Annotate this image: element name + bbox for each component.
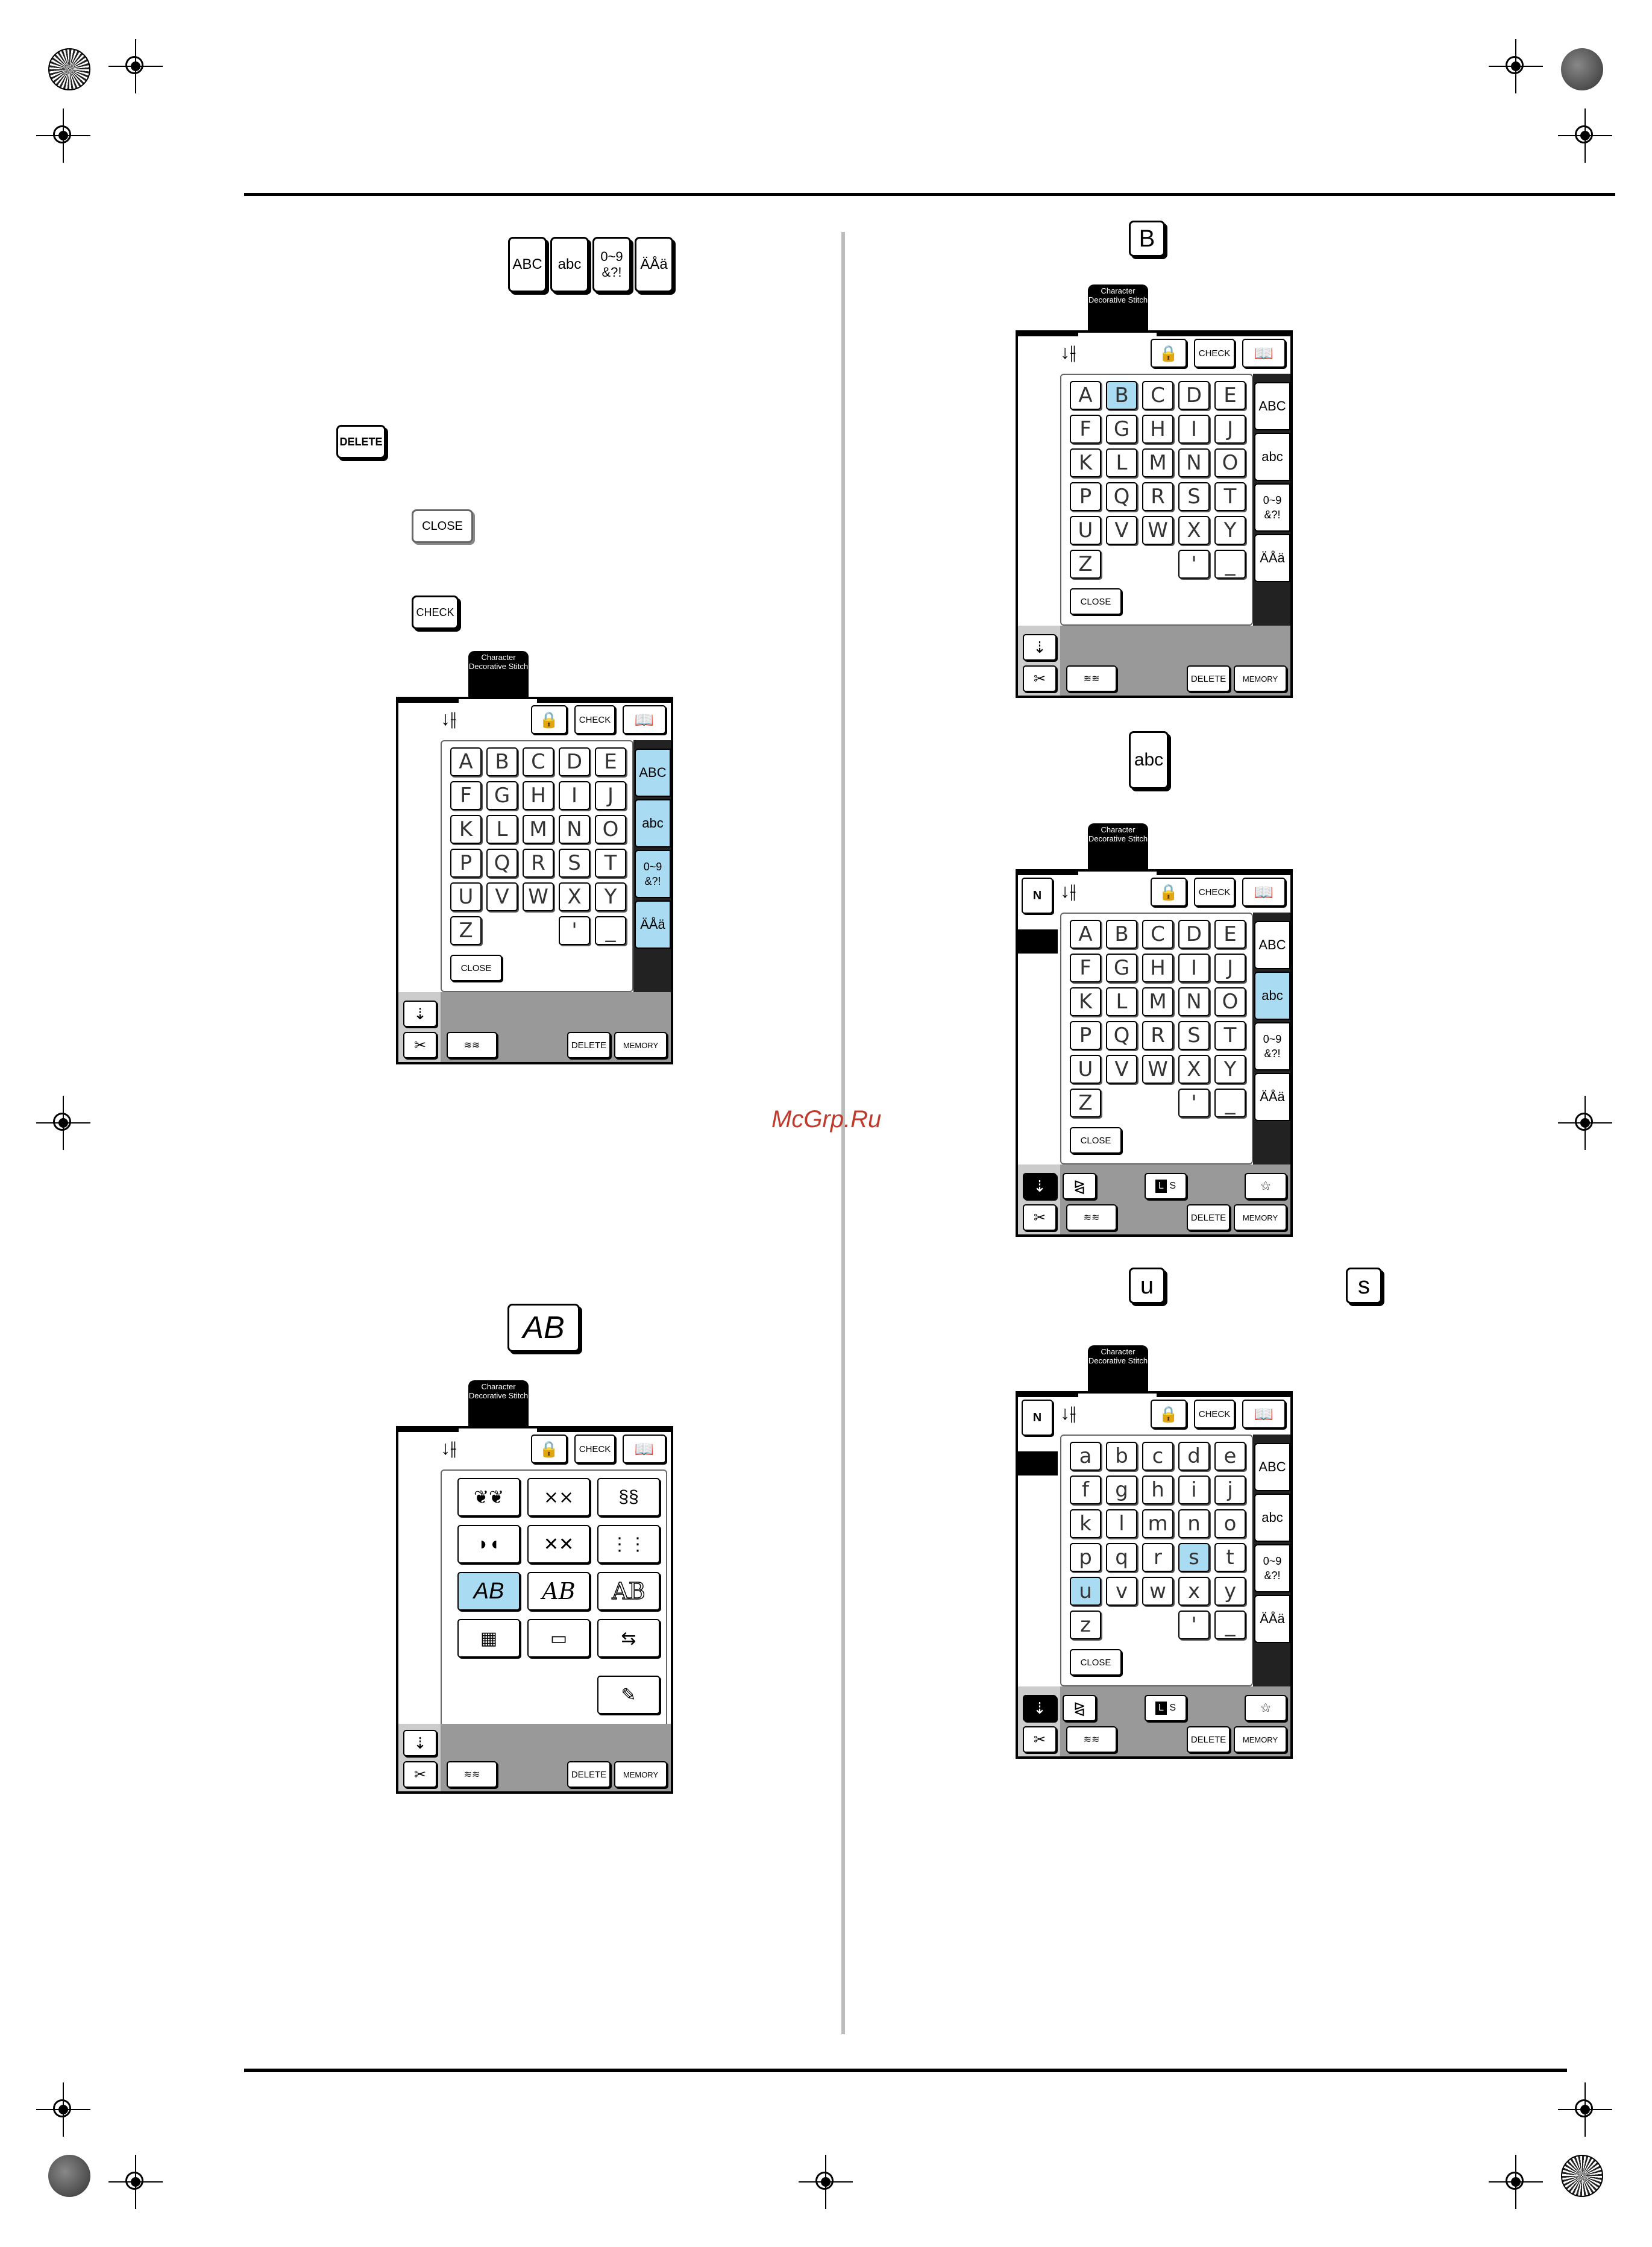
- needle-icon: ↓⫲: [441, 1437, 457, 1459]
- pattern-combination[interactable]: ▦: [457, 1619, 520, 1658]
- letter-key[interactable]: M: [1142, 987, 1173, 1016]
- letter-key[interactable]: W: [1142, 516, 1173, 545]
- letter-key[interactable]: T: [595, 849, 626, 878]
- b-key[interactable]: B: [1129, 221, 1165, 257]
- letter-key[interactable]: n: [1178, 1509, 1210, 1538]
- letter-key[interactable]: i: [1178, 1475, 1210, 1504]
- letter-key[interactable]: P: [1070, 1021, 1101, 1050]
- lcd-screen-5: [1016, 1391, 1293, 1759]
- letter-key[interactable]: N: [1178, 448, 1210, 477]
- presser-foot-button[interactable]: ⇣: [403, 1730, 437, 1756]
- scissors-button[interactable]: [1023, 665, 1057, 692]
- letter-key-selected[interactable]: u: [1070, 1577, 1101, 1606]
- letter-key[interactable]: y: [1214, 1577, 1246, 1606]
- abc-lower-key[interactable]: abc: [1129, 731, 1169, 789]
- crosshair-mark: [36, 2082, 90, 2137]
- letter-key[interactable]: F: [1070, 954, 1101, 982]
- check-button[interactable]: CHECK: [1194, 1400, 1235, 1428]
- pattern-pocket[interactable]: ▭: [527, 1619, 590, 1658]
- letter-key[interactable]: N: [1178, 987, 1210, 1016]
- delete-button[interactable]: DELETE: [1187, 665, 1230, 692]
- pattern-preview-strip: [1018, 929, 1058, 954]
- letter-key[interactable]: R: [1142, 482, 1173, 511]
- presser-foot-button[interactable]: ⇣: [1023, 634, 1057, 661]
- lock-icon: 🔒: [539, 1439, 559, 1458]
- scissors-icon: ✂: [1033, 1731, 1046, 1748]
- letter-key[interactable]: S: [559, 849, 590, 878]
- letter-key[interactable]: c: [1142, 1442, 1173, 1471]
- letter-key[interactable]: I: [559, 781, 590, 810]
- registration-disc-bottom-left: [48, 2155, 90, 2197]
- delete-key[interactable]: DELETE: [336, 425, 386, 459]
- letter-key[interactable]: Y: [595, 882, 626, 911]
- letter-key[interactable]: U: [1070, 516, 1101, 545]
- apostrophe-key[interactable]: ': [1178, 550, 1210, 579]
- close-button[interactable]: CLOSE: [450, 955, 502, 981]
- crosshair-mark: [108, 2155, 163, 2209]
- letter-key[interactable]: B: [486, 747, 518, 776]
- pattern-ab-outline[interactable]: AB: [597, 1572, 660, 1611]
- stitch-settings-button[interactable]: ≋≋: [447, 1761, 497, 1788]
- crosshair-mark: [36, 108, 90, 163]
- lock-icon: 🔒: [1158, 344, 1179, 362]
- scissors-icon: ✂: [1033, 1209, 1046, 1226]
- lock-button[interactable]: [531, 705, 567, 734]
- pattern-preview-strip: [1018, 1451, 1058, 1475]
- letter-key[interactable]: O: [595, 815, 626, 844]
- scissors-button[interactable]: [403, 1761, 437, 1788]
- letter-key[interactable]: j: [1214, 1475, 1246, 1504]
- letter-key[interactable]: H: [523, 781, 554, 810]
- letter-key[interactable]: E: [595, 747, 626, 776]
- letter-key[interactable]: z: [1070, 1611, 1101, 1639]
- screen-tab-label: Character Decorative Stitch: [1088, 1345, 1148, 1391]
- delete-button[interactable]: DELETE: [567, 1032, 611, 1058]
- watermark: McGrp.Ru: [771, 1106, 882, 1133]
- side-tab-numbers[interactable]: 0~9 &?!: [1254, 1544, 1290, 1592]
- crosshair-mark: [36, 1096, 90, 1150]
- side-tab-numbers[interactable]: 0~9 &?!: [1254, 1022, 1290, 1070]
- letter-key[interactable]: w: [1142, 1577, 1173, 1606]
- underscore-key[interactable]: _: [1214, 550, 1246, 579]
- mirror-button[interactable]: ⧎: [1063, 1695, 1096, 1721]
- side-tab-accents[interactable]: ÄÅä: [1254, 1595, 1290, 1643]
- char-set-key-accents[interactable]: ÄÅä: [635, 237, 673, 292]
- side-tab-upper[interactable]: ABC: [1254, 921, 1290, 969]
- manual-button[interactable]: [1242, 1400, 1286, 1428]
- pattern-usb[interactable]: ⇆: [597, 1619, 660, 1658]
- underscore-key[interactable]: _: [1214, 1611, 1246, 1639]
- screen-tab-label: Character Decorative Stitch: [1088, 284, 1148, 330]
- letter-key[interactable]: J: [595, 781, 626, 810]
- letter-key[interactable]: C: [1142, 381, 1173, 410]
- needle-icon: ↓⫲: [1060, 1402, 1076, 1424]
- memory-button[interactable]: MEMORY: [1234, 1204, 1287, 1231]
- letter-key[interactable]: F: [450, 781, 482, 810]
- lock-icon: 🔒: [1158, 882, 1179, 901]
- apostrophe-key[interactable]: ': [559, 916, 590, 945]
- close-button[interactable]: CLOSE: [1070, 1127, 1122, 1154]
- pattern-decorative-3[interactable]: §§: [597, 1478, 660, 1516]
- letter-key[interactable]: S: [1178, 482, 1210, 511]
- screen-tab-label: Character Decorative Stitch: [1088, 823, 1148, 869]
- letter-key[interactable]: a: [1070, 1442, 1101, 1471]
- lock-button[interactable]: [1151, 1400, 1187, 1428]
- letter-key[interactable]: U: [1070, 1055, 1101, 1084]
- letter-key[interactable]: l: [1106, 1509, 1137, 1538]
- crosshair-mark: [108, 39, 163, 93]
- letter-key[interactable]: A: [450, 747, 482, 776]
- letter-key[interactable]: W: [523, 882, 554, 911]
- pattern-ab-script[interactable]: AB: [527, 1572, 590, 1611]
- book-icon: 📖: [634, 710, 655, 729]
- letter-key[interactable]: K: [1070, 448, 1101, 477]
- scissors-icon: ✂: [413, 1037, 427, 1054]
- presser-foot-button[interactable]: ⇣: [1023, 1173, 1057, 1199]
- letter-key[interactable]: Q: [1106, 1021, 1137, 1050]
- crosshair-mark: [799, 2155, 853, 2209]
- underscore-key[interactable]: _: [1214, 1089, 1246, 1117]
- letter-key[interactable]: P: [450, 849, 482, 878]
- letter-key[interactable]: X: [1178, 1055, 1210, 1084]
- lock-icon: 🔒: [539, 710, 559, 729]
- letter-key[interactable]: H: [1142, 954, 1173, 982]
- lock-icon: 🔒: [1158, 1404, 1179, 1423]
- letter-key[interactable]: h: [1142, 1475, 1173, 1504]
- check-button[interactable]: CHECK: [574, 1435, 615, 1463]
- letter-key[interactable]: o: [1214, 1509, 1246, 1538]
- crosshair-mark: [1558, 2082, 1612, 2137]
- crosshair-mark: [1558, 108, 1612, 163]
- letter-key[interactable]: T: [1214, 1021, 1246, 1050]
- apostrophe-key[interactable]: ': [1178, 1611, 1210, 1639]
- sewing-direction-button[interactable]: N: [1022, 878, 1053, 914]
- letter-key[interactable]: G: [486, 781, 518, 810]
- letter-key[interactable]: K: [1070, 987, 1101, 1016]
- side-tab-lower[interactable]: abc: [1254, 433, 1290, 481]
- check-button[interactable]: CHECK: [1194, 878, 1235, 907]
- side-tab-numbers[interactable]: 0~9 &?!: [1254, 483, 1290, 532]
- letter-key[interactable]: p: [1070, 1543, 1101, 1572]
- letter-key[interactable]: e: [1214, 1442, 1246, 1471]
- size-button[interactable]: L S: [1145, 1695, 1187, 1721]
- letter-key[interactable]: Z: [1070, 1089, 1101, 1117]
- side-tab-upper[interactable]: ABC: [1254, 1443, 1290, 1491]
- letter-key[interactable]: I: [1178, 415, 1210, 444]
- letter-key[interactable]: x: [1178, 1577, 1210, 1606]
- letter-key[interactable]: b: [1106, 1442, 1137, 1471]
- crosshair-mark: [1489, 2155, 1543, 2209]
- column-divider: [841, 232, 845, 2034]
- letter-key[interactable]: t: [1214, 1543, 1246, 1572]
- side-tab-lower[interactable]: abc: [635, 799, 671, 847]
- letter-key[interactable]: Z: [450, 916, 482, 945]
- letter-key[interactable]: G: [1106, 415, 1137, 444]
- my-custom-stitch-button[interactable]: ✎: [597, 1676, 660, 1714]
- lcd-screen-3: [1016, 330, 1293, 698]
- letter-key[interactable]: Q: [486, 849, 518, 878]
- crosshair-mark: [1558, 1096, 1612, 1150]
- needle-icon: ↓⫲: [1060, 880, 1076, 902]
- sewing-direction-button[interactable]: N: [1022, 1400, 1053, 1436]
- letter-key[interactable]: U: [450, 882, 482, 911]
- letter-key[interactable]: m: [1142, 1509, 1173, 1538]
- manual-button[interactable]: [1242, 339, 1286, 368]
- letter-key[interactable]: v: [1106, 1577, 1137, 1606]
- letter-key[interactable]: J: [1214, 415, 1246, 444]
- registration-starburst-top-left: [48, 48, 90, 90]
- lock-button[interactable]: [1151, 339, 1187, 368]
- letter-key[interactable]: A: [1070, 381, 1101, 410]
- letter-key[interactable]: L: [1106, 448, 1137, 477]
- side-tab-numbers[interactable]: 0~9 &?!: [635, 850, 671, 898]
- letter-key[interactable]: r: [1142, 1543, 1173, 1572]
- side-tab-accents[interactable]: ÄÅä: [1254, 534, 1290, 582]
- letter-key[interactable]: R: [523, 849, 554, 878]
- side-tab-upper[interactable]: ABC: [1254, 382, 1290, 430]
- letter-key[interactable]: W: [1142, 1055, 1173, 1084]
- close-key[interactable]: CLOSE: [412, 509, 473, 543]
- letter-key[interactable]: f: [1070, 1475, 1101, 1504]
- book-icon: 📖: [1254, 882, 1274, 901]
- letter-key[interactable]: L: [486, 815, 518, 844]
- scissors-button[interactable]: [403, 1032, 437, 1058]
- book-icon: 📖: [634, 1439, 655, 1458]
- apostrophe-key[interactable]: ': [1178, 1089, 1210, 1117]
- footer-rule: [244, 2069, 1567, 2072]
- lcd-screen-2: [396, 1426, 673, 1794]
- lock-button[interactable]: [531, 1435, 567, 1463]
- letter-key[interactable]: g: [1106, 1475, 1137, 1504]
- close-button[interactable]: CLOSE: [1070, 588, 1122, 615]
- size-button[interactable]: L S: [1145, 1173, 1187, 1199]
- screen-tab-label: Character Decorative Stitch: [468, 651, 529, 697]
- letter-key[interactable]: X: [1178, 516, 1210, 545]
- close-button[interactable]: CLOSE: [1070, 1649, 1122, 1676]
- letter-key[interactable]: D: [1178, 920, 1210, 949]
- letter-key[interactable]: J: [1214, 954, 1246, 982]
- screen-tab-label: Character Decorative Stitch: [468, 1380, 529, 1426]
- letter-key[interactable]: Q: [1106, 482, 1137, 511]
- stitch-settings-button[interactable]: ≋≋: [1066, 1726, 1117, 1753]
- scissors-icon: ✂: [1033, 670, 1046, 687]
- letter-key[interactable]: M: [523, 815, 554, 844]
- pattern-decorative-1[interactable]: ❦❦: [457, 1478, 520, 1516]
- needle-icon: ↓⫲: [441, 708, 457, 729]
- lock-button[interactable]: [1151, 878, 1187, 907]
- letter-key[interactable]: C: [523, 747, 554, 776]
- letter-key[interactable]: N: [559, 815, 590, 844]
- letter-key[interactable]: E: [1214, 381, 1246, 410]
- letter-key[interactable]: C: [1142, 920, 1173, 949]
- letter-key[interactable]: R: [1142, 1021, 1173, 1050]
- letter-key-selected[interactable]: B: [1106, 381, 1137, 410]
- lcd-screen-4: [1016, 869, 1293, 1237]
- letter-key[interactable]: B: [1106, 920, 1137, 949]
- memory-button[interactable]: MEMORY: [614, 1761, 667, 1788]
- u-key[interactable]: u: [1129, 1268, 1165, 1304]
- letter-key[interactable]: Y: [1214, 1055, 1246, 1084]
- delete-button[interactable]: DELETE: [567, 1761, 611, 1788]
- char-set-key-upper[interactable]: ABC: [508, 237, 547, 292]
- scissors-button[interactable]: [1023, 1204, 1057, 1231]
- letter-key[interactable]: V: [1106, 516, 1137, 545]
- book-icon: 📖: [1254, 344, 1274, 362]
- lcd-screen-1: [396, 697, 673, 1064]
- density-button[interactable]: ⚝: [1245, 1695, 1287, 1721]
- side-tab-lower[interactable]: abc: [1254, 972, 1290, 1020]
- letter-key[interactable]: k: [1070, 1509, 1101, 1538]
- letter-key[interactable]: V: [486, 882, 518, 911]
- presser-foot-button[interactable]: ⇣: [403, 1001, 437, 1027]
- letter-key[interactable]: O: [1214, 987, 1246, 1016]
- scissors-button[interactable]: [1023, 1726, 1057, 1753]
- manual-button[interactable]: [623, 705, 666, 734]
- memory-button[interactable]: MEMORY: [1234, 665, 1287, 692]
- pattern-decorative-2[interactable]: ⨯⨯: [527, 1478, 590, 1516]
- letter-key[interactable]: P: [1070, 482, 1101, 511]
- pattern-utility[interactable]: ⋮⋮: [597, 1525, 660, 1563]
- letter-key[interactable]: V: [1106, 1055, 1137, 1084]
- check-button[interactable]: CHECK: [574, 705, 615, 734]
- letter-key-selected[interactable]: s: [1178, 1543, 1210, 1572]
- pattern-ab-upright[interactable]: AB: [457, 1572, 520, 1611]
- letter-key[interactable]: G: [1106, 954, 1137, 982]
- s-key[interactable]: s: [1346, 1268, 1382, 1304]
- mirror-button[interactable]: ⧎: [1063, 1173, 1096, 1199]
- delete-button[interactable]: DELETE: [1187, 1204, 1230, 1231]
- manual-button[interactable]: [1242, 878, 1286, 907]
- side-tab-upper[interactable]: ABC: [635, 749, 671, 797]
- letter-key[interactable]: E: [1214, 920, 1246, 949]
- memory-button[interactable]: MEMORY: [614, 1032, 667, 1058]
- letter-key[interactable]: S: [1178, 1021, 1210, 1050]
- letter-key[interactable]: Z: [1070, 550, 1101, 579]
- letter-key[interactable]: D: [1178, 381, 1210, 410]
- letter-key[interactable]: q: [1106, 1543, 1137, 1572]
- stitch-settings-button[interactable]: ≋≋: [1066, 665, 1117, 692]
- letter-key[interactable]: I: [1178, 954, 1210, 982]
- side-tab-lower[interactable]: abc: [1254, 1494, 1290, 1542]
- letter-key[interactable]: A: [1070, 920, 1101, 949]
- stitch-settings-button[interactable]: ≋≋: [447, 1032, 497, 1058]
- scissors-icon: ✂: [413, 1766, 427, 1783]
- needle-icon: ↓⫲: [1060, 341, 1076, 363]
- letter-key[interactable]: Y: [1214, 516, 1246, 545]
- letter-key[interactable]: H: [1142, 415, 1173, 444]
- letter-key[interactable]: F: [1070, 415, 1101, 444]
- book-icon: 📖: [1254, 1404, 1274, 1423]
- letter-key[interactable]: d: [1178, 1442, 1210, 1471]
- header-rule: [244, 193, 1615, 196]
- crosshair-mark: [1489, 39, 1543, 93]
- underscore-key[interactable]: _: [595, 916, 626, 945]
- presser-foot-button[interactable]: ⇣: [1023, 1695, 1057, 1721]
- pattern-satin[interactable]: ◗◖: [457, 1525, 520, 1563]
- density-button[interactable]: ⚝: [1245, 1173, 1287, 1199]
- letter-key[interactable]: K: [450, 815, 482, 844]
- side-tab-accents[interactable]: ÄÅä: [635, 900, 671, 949]
- check-button[interactable]: CHECK: [1194, 339, 1235, 368]
- manual-button[interactable]: [623, 1435, 666, 1463]
- delete-button[interactable]: DELETE: [1187, 1726, 1230, 1753]
- letter-key[interactable]: X: [559, 882, 590, 911]
- side-tab-accents[interactable]: ÄÅä: [1254, 1073, 1290, 1121]
- letter-key[interactable]: T: [1214, 482, 1246, 511]
- char-set-key-numbers[interactable]: 0~9 &?!: [592, 237, 631, 292]
- pattern-cross-stitch[interactable]: ✕✕: [527, 1525, 590, 1563]
- char-set-key-lower[interactable]: abc: [550, 237, 589, 292]
- registration-disc-top-right: [1561, 48, 1603, 90]
- registration-starburst-bottom-right: [1561, 2155, 1603, 2197]
- letter-key[interactable]: L: [1106, 987, 1137, 1016]
- letter-key[interactable]: D: [559, 747, 590, 776]
- letter-key[interactable]: M: [1142, 448, 1173, 477]
- memory-button[interactable]: MEMORY: [1234, 1726, 1287, 1753]
- stitch-settings-button[interactable]: ≋≋: [1066, 1204, 1117, 1231]
- letter-key[interactable]: O: [1214, 448, 1246, 477]
- ab-key[interactable]: AB: [507, 1304, 580, 1352]
- check-key[interactable]: CHECK: [412, 596, 459, 629]
